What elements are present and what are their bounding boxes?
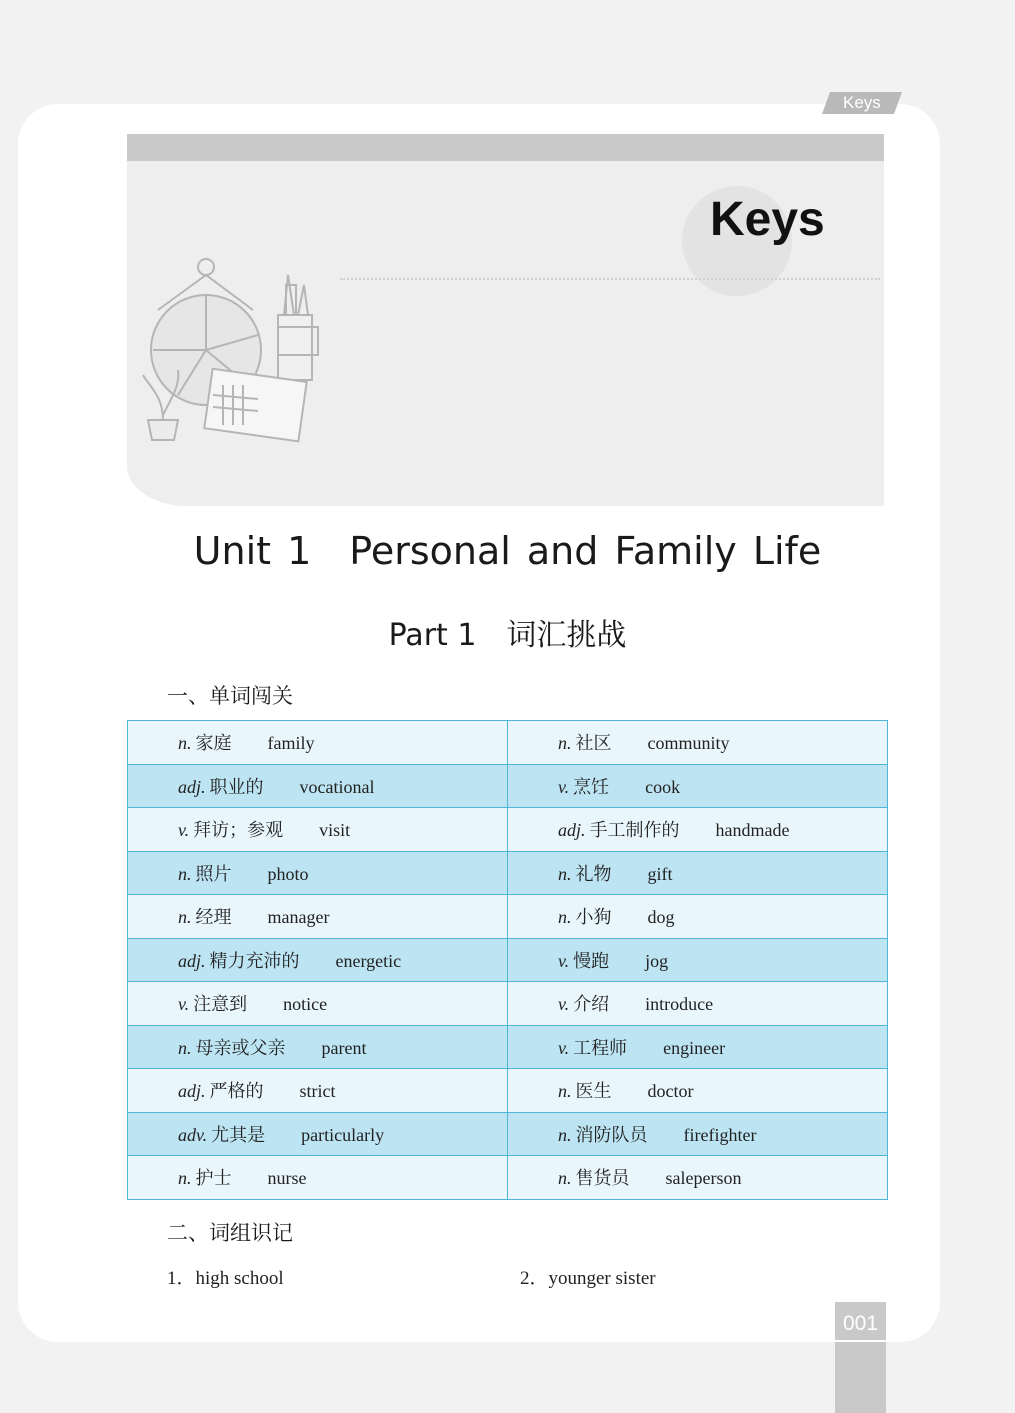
table-cell bbox=[128, 895, 508, 939]
section-heading-words: 一、单词闯关 bbox=[167, 684, 293, 708]
unit-title: Unit 1 Personal and Family Life bbox=[193, 529, 822, 573]
table-cell bbox=[508, 1112, 888, 1156]
table-row bbox=[128, 764, 888, 808]
vocab-pos: n. bbox=[558, 733, 572, 754]
header-title: Keys bbox=[710, 193, 825, 246]
vocab-en: firefighter bbox=[683, 1124, 757, 1145]
vocabulary-table bbox=[127, 720, 888, 1200]
vocab-en: dog bbox=[647, 907, 675, 928]
vocab-pos: adj. bbox=[178, 950, 206, 971]
table-cell bbox=[508, 1156, 888, 1200]
corner-tab: Keys bbox=[822, 92, 902, 114]
vocab-pos: n. bbox=[178, 907, 192, 928]
vocab-pos: v. bbox=[558, 776, 570, 797]
vocab-zh: 烹饪 bbox=[573, 776, 610, 798]
vocab-zh: 护士 bbox=[195, 1168, 232, 1190]
vocab-en: particularly bbox=[301, 1124, 385, 1145]
vocab-zh: 工程师 bbox=[573, 1037, 628, 1059]
table-row bbox=[128, 1156, 888, 1200]
table-cell bbox=[508, 895, 888, 939]
table-cell bbox=[128, 1025, 508, 1069]
vocab-pos: v. bbox=[558, 994, 570, 1015]
table-cell bbox=[508, 982, 888, 1026]
vocab-zh: 严格的 bbox=[209, 1081, 264, 1103]
vocab-pos: n. bbox=[178, 1168, 192, 1189]
table-row bbox=[128, 982, 888, 1026]
vocab-zh: 注意到 bbox=[193, 994, 248, 1016]
table-row bbox=[128, 1112, 888, 1156]
stationery-illustration-icon bbox=[138, 255, 338, 455]
vocab-en: family bbox=[267, 733, 315, 754]
vocab-zh: 家庭 bbox=[195, 733, 232, 755]
table-row bbox=[128, 1069, 888, 1113]
vocab-pos: adj. bbox=[178, 776, 206, 797]
vocab-pos: n. bbox=[558, 863, 572, 884]
table-cell bbox=[508, 938, 888, 982]
vocab-zh: 拜访；参观 bbox=[193, 820, 284, 842]
vocab-en: manager bbox=[267, 907, 330, 928]
vocab-pos: adj. bbox=[178, 1081, 206, 1102]
vocab-zh: 医生 bbox=[575, 1081, 612, 1103]
vocab-zh: 尤其是 bbox=[211, 1124, 266, 1146]
table-cell bbox=[128, 1156, 508, 1200]
table-row bbox=[128, 721, 888, 765]
vocab-pos: n. bbox=[558, 1124, 572, 1145]
vocab-zh: 职业的 bbox=[209, 776, 264, 798]
vocab-pos: n. bbox=[178, 1037, 192, 1058]
part-title: Part 1 词汇挑战 bbox=[388, 618, 627, 653]
vocab-en: visit bbox=[319, 820, 351, 841]
vocab-zh: 小狗 bbox=[575, 907, 612, 929]
vocab-zh: 礼物 bbox=[575, 863, 612, 885]
vocab-zh: 消防队员 bbox=[575, 1124, 648, 1146]
table-cell bbox=[508, 721, 888, 765]
table-cell bbox=[128, 851, 508, 895]
vocab-pos: n. bbox=[178, 863, 192, 884]
table-cell bbox=[128, 938, 508, 982]
vocab-pos: n. bbox=[558, 1081, 572, 1102]
vocab-zh: 售货员 bbox=[575, 1168, 630, 1190]
table-row bbox=[128, 895, 888, 939]
vocab-pos: v. bbox=[558, 950, 570, 971]
vocab-en: introduce bbox=[645, 994, 714, 1015]
phrase-item: 1．high school bbox=[167, 1268, 284, 1289]
vocab-zh: 母亲或父亲 bbox=[195, 1037, 286, 1059]
section-heading-phrases: 二、词组识记 bbox=[167, 1221, 293, 1245]
vocab-zh: 手工制作的 bbox=[589, 820, 680, 842]
vocab-en: engineer bbox=[663, 1037, 726, 1058]
vocab-en: community bbox=[647, 733, 730, 754]
vocab-en: parent bbox=[321, 1037, 367, 1058]
vocab-pos: adv. bbox=[178, 1124, 208, 1145]
table-cell bbox=[508, 1025, 888, 1069]
vocab-en: vocational bbox=[299, 776, 375, 797]
vocab-zh: 慢跑 bbox=[573, 950, 610, 972]
table-row bbox=[128, 851, 888, 895]
vocab-en: photo bbox=[267, 863, 309, 884]
table-row bbox=[128, 938, 888, 982]
table-cell bbox=[508, 1069, 888, 1113]
vocab-en: notice bbox=[283, 994, 328, 1015]
table-cell bbox=[508, 808, 888, 852]
vocab-zh: 精力充沛的 bbox=[209, 950, 300, 972]
vocab-pos: v. bbox=[558, 1037, 570, 1058]
dotted-divider bbox=[340, 278, 880, 280]
table-row bbox=[128, 808, 888, 852]
vocab-zh: 经理 bbox=[195, 907, 232, 929]
vocab-en: doctor bbox=[647, 1081, 694, 1102]
table-cell bbox=[508, 851, 888, 895]
vocab-en: saleperson bbox=[665, 1168, 742, 1189]
table-row bbox=[128, 1025, 888, 1069]
vocab-en: jog bbox=[645, 950, 669, 971]
vocab-pos: n. bbox=[558, 1168, 572, 1189]
page-number: 001 bbox=[835, 1312, 886, 1342]
vocab-pos: v. bbox=[178, 994, 190, 1015]
vocab-en: strict bbox=[299, 1081, 336, 1102]
table-cell bbox=[128, 1112, 508, 1156]
vocab-pos: v. bbox=[178, 820, 190, 841]
vocab-pos: adj. bbox=[558, 820, 586, 841]
phrase-item: 2．younger sister bbox=[520, 1268, 656, 1289]
vocab-en: nurse bbox=[267, 1168, 307, 1189]
table-cell bbox=[128, 982, 508, 1026]
vocab-en: gift bbox=[647, 863, 673, 884]
table-cell bbox=[128, 721, 508, 765]
vocab-zh: 介绍 bbox=[573, 994, 610, 1016]
vocab-zh: 社区 bbox=[575, 733, 612, 755]
vocab-pos: n. bbox=[178, 733, 192, 754]
table-cell bbox=[128, 1069, 508, 1113]
vocab-zh: 照片 bbox=[195, 863, 232, 885]
vocab-en: energetic bbox=[335, 950, 402, 971]
table-cell bbox=[508, 764, 888, 808]
vocab-en: cook bbox=[645, 776, 681, 797]
table-cell bbox=[128, 764, 508, 808]
table-cell bbox=[128, 808, 508, 852]
header-bar bbox=[127, 134, 884, 161]
vocab-pos: n. bbox=[558, 907, 572, 928]
vocab-en: handmade bbox=[715, 820, 790, 841]
